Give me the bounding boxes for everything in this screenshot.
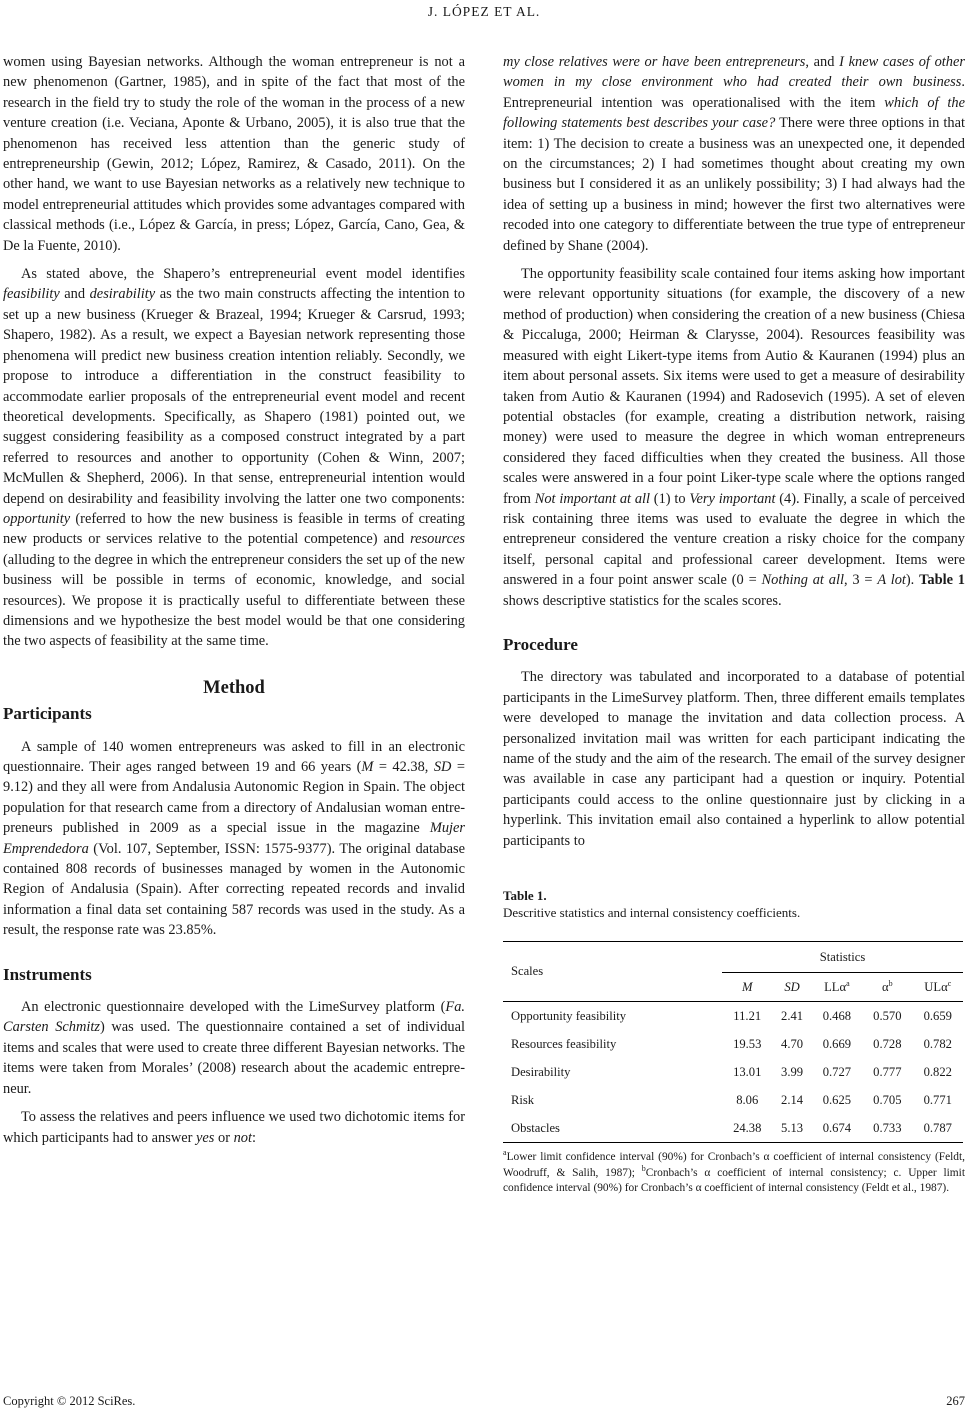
page-number: 267 <box>946 1394 965 1408</box>
term-desirability: desirability <box>89 286 156 303</box>
table-row: Desirability 13.01 3.99 0.727 0.777 0.822 <box>511 1064 952 1079</box>
subsection-heading-procedure: Procedure <box>503 634 578 654</box>
paragraph: As stated above, the Shapero’s entrepreneurial event model identifies feasibility and desirability as the two main constructs affecting the intention to set up a new business (Krueger & Brazeal, 1994; Krueger & Carsrud, 1993; Shapero, 1982). As a result, we expect a Bayesian network representing those phenomena will predict new business creation intention reliably. Secondly, we propose to introduce a differentiation in the construct feasibility to accommodate earlier proposals of the entrepreneurial event model and recent theoretical developments. Specifically, as Shapero (1981) pointed out, we suggest considering feasibility as a composed construct integrated by a part referred to resources and another to opportunity (Cohen & Winn, 2007; McMullen & Shepherd, 2006). In that sense, entrepreneurial intention would depend on desirability and feasibility involving the latter one two components: opportunity (referred to how the new business is feasible in terms of creating new products or services relative to the potential competence) and resources (alluding to the degree in which the entrepreneur considers the set up of the new business will be possible in terms of economic, knowledge, and social resources). We propose it is practically useful to differentiate between these dimensions and we hypothesize the best model would be that one considering the two aspects of feasibility at the same time. <box>3 266 465 650</box>
subsection-heading-instruments: Instruments <box>3 964 92 984</box>
table-number: Table 1. <box>503 888 547 904</box>
left-column <box>3 52 465 1148</box>
term-resources: resources <box>410 531 465 548</box>
copyright-notice: Copyright © 2012 SciRes. <box>3 1394 136 1408</box>
table-reference: Table 1 <box>919 572 965 589</box>
section-heading-method: Method <box>203 677 265 698</box>
running-header: J. LÓPEZ ET AL. <box>427 4 541 19</box>
table-caption-text: Descritive statistics and internal consistency coefficients. <box>503 905 801 921</box>
header-statistics: Statistics <box>722 942 963 973</box>
paragraph: To assess the relatives and peers influence we used two dichotomic items for which participants had to answer yes or not: <box>3 1109 465 1146</box>
header-ul-alpha: ULα$^c$ <box>913 973 963 1002</box>
magazine-title: Mujer Emprendedora <box>3 820 465 857</box>
paragraph: my close relatives were or have been entrepreneurs, and I knew cases of other women in my close environment who had created their own business. Entrepreneurial intention was operationalised with the item which of the following statements best describes your case? There were three options in that item: 1) The decision to create a business was an unexpected one, it depended on the circumstances; 2) I had sometimes thought about creating my own business but I considered it as an unlikely possibility; 3) I had always had the idea of setting up a business in mind; however the first two alternatives were recoded into one category to differentiate between the true type of entrepreneur defined by Shane (2004). <box>503 54 966 254</box>
table-row: Resources feasibility 19.53 4.70 0.669 0.728 0.782 <box>511 1036 952 1051</box>
paragraph: A sample of 140 women entrepreneurs was asked to fill in an electronic questionnaire. Their ages ranged between 19 and 66 years (M = 42.38, SD = 9.12) and they all were from Andalusia Autonomic Region in Spain. The object population for that research came from a directory of Andalusian woman entrepreneurs published in 2009 as a special issue in the magazine Mujer Emprendedora (Vol. 107, September, ISSN: 1575-9377). The original database contained 808 records of businesses managed by women in the Autonomic Region of Andalusia (Spain). After correcting repeated records and invalid information a final data set containing 587 records was used in the study. As a result, the response rate was 23.85%. <box>3 738 465 939</box>
paragraph: The directory was tabulated and incorporated to a database of potential participants in the LimeSurvey platform. Then, three different emails templates were developed to manage the invitation and data collection process. A personalized invitation mail was written for each participant indicating the name of the study and the aim of the research. The email of the survey designer was available in case any participant had a question or inquiry. Potential participants could access to the online questionnaire just by clicking in a hyperlink. This invitation email also contained a hyperlink to allow potential participants to <box>503 669 965 849</box>
page-footer <box>3 1394 965 1409</box>
header-m: M <box>722 973 772 1002</box>
term-opportunity: opportunity <box>3 510 71 527</box>
subsection-heading-participants: Participants <box>3 704 92 724</box>
header-sd: SD <box>772 973 811 1002</box>
header-ll-alpha: LLα$^a$ <box>812 973 862 1002</box>
statistics-table <box>503 941 963 1143</box>
table-row: Obstacles 24.38 5.13 0.674 0.733 0.787 <box>503 1114 963 1143</box>
header-alpha: $\alpha^b$ <box>862 973 912 1002</box>
right-column <box>503 52 965 1197</box>
table-footnote: $^a$Lower limit confidence interval (90%) for Cronbach’s α coefficient of internal consistency (Feldt, Woodruff, & Salih, 1987); $^b$Cronbach’s α coefficient of internal consistency; c. Upper limit confidence interval (90%) for Cronbach’s α coefficient of internal consistency (Feldt et al., 1987). <box>503 1148 965 1195</box>
table-caption <box>503 887 965 921</box>
header-scales: Scales <box>503 942 722 1002</box>
table-row: Opportunity feasibility 11.21 2.41 0.468 0.570 0.659 <box>511 1008 952 1023</box>
table-row: Risk 8.06 2.14 0.625 0.705 0.771 <box>511 1092 952 1107</box>
paragraph: The opportunity feasibility scale contained four items asking how important were relevant opportunity situations (for example, the discovery of a new method of production) when considering the creation of a new business (Chiesa & Piccaluga, 2000; Heirman & Clarysse, 2004). Resources feasibility was measured with eight Likert-type items from Autio & Kauranen (1994) plus an item about personal assets. Six items were used to get a measure of desirability taken from Autio & Kauranen (1994) and Radosevich (1995). A set of eleven potential obstacles (for example, creating a distribution network, raising money) were used to measure the degree in which woman entrepreneurs considered they faced difficulties when they created the business. All those scales were answered in a four point Liker-type scale where the options ranged from Not important at all (1) to Very important (4). Finally, a scale of perceived risk containing three items was used to evaluate the degree in which the entrepreneur considered the venture creation a risky choice for the company itself, personal capital and professional career development. Items were answered in a four point answer scale (0 = Nothing at all, 3 = A lot). Table 1 shows descriptive statistics for the scales scores. <box>503 266 965 609</box>
paragraph: women using Bayesian networks. Although the woman entrepreneur is not a new phenomenon (Gartner, 1985), and in spite of the fact that most of the research in the field try to study the role of the woman in the process of a new venture creation (i.e. Veciana, Aponte & Urbano, 2005), it is also true that the phenomenon has received less attention than the generic study of entrepreneurship (Gewin, 2012; López, Ramirez, & Casado, 2011). On the other hand, we want to use Bayesian networks as a relatively new technique to model entrepreneurial attitudes which provides some advantages compared with classical methods (i.e., López & García, in press; López, García, Cano, Gea, & De la Fuente, 2010). <box>3 54 465 254</box>
paragraph: An electronic questionnaire developed with the LimeSurvey platform (Fa. Carsten Schmitz) was used. The questionnaire contained a set of individual items and scales that were used to create three different Bayesian networks. The items were taken from Morales’ (2008) research about the academic entrepreneur. <box>3 999 465 1097</box>
term-feasibility: feasibility <box>3 286 60 303</box>
